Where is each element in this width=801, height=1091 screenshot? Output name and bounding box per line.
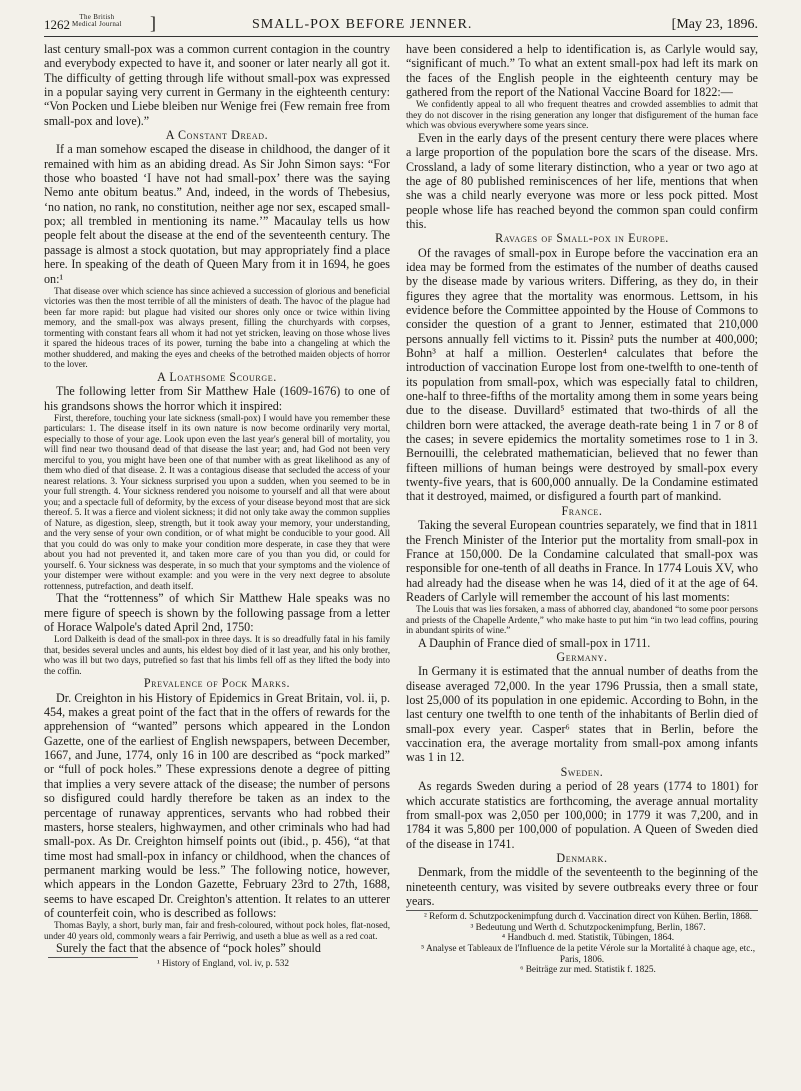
page-number: 1262 <box>44 17 70 32</box>
section-heading: Germany. <box>556 650 608 665</box>
block-quote: That disease over which science has since achieved a succession of glorious and beneficial victories was then the most terrible of all the ministers of death. The havoc of the plague had been far more rapid: but plague had visited our shores only once or twice within living memory, and the small-pox was always present, filling the churchyards with corpses, tormenting with constant fears all whom it had not yet stricken, leaving on those whose lives it spared the hideous traces of its power, turning the babe into a changeling at which the mother shuddered, and making the eyes and cheeks of the betrothed maiden objects of horror to the lover. <box>44 285 390 370</box>
section-heading: A Constant Dread. <box>165 128 269 143</box>
paragraph: have been considered a help to identification is, as Carlyle would say, “significant of much.” To what an extent small-pox had left its mark on the faces of the English people in the eighteenth century may be gathered from the report of the National Vaccine Board for 1822:— <box>406 42 758 100</box>
paragraph: Denmark, from the middle of the seventeenth to the beginning of the nineteenth century, was visited by severe outbreaks every three or four years. <box>406 865 758 908</box>
footnote: ¹ History of England, vol. iv, p. 532 <box>156 958 290 969</box>
paragraph: In Germany it is estimated that the annual number of deaths from the disease averaged 72,000. In the year 1796 Prussia, then a small state, lost 25,000 of its population in one epidemic. According to Bohn, in the last century one twelfth to one tenth of the inhabitants of Berlin died of small-pox every year. Casper⁶ states that in Berlin, before the vaccination era, the average mortality from small-pox among infants was 1 in 12. <box>406 664 758 765</box>
header-rule <box>44 36 758 37</box>
left-column <box>44 42 390 969</box>
paragraph: If a man somehow escaped the disease in childhood, the danger of it remained with him as an abiding dread. As Sir John Simon says: “For those who boasted ‘I have not had small-pox’ there was the saying Nemo ante obitum beatus.” And, indeed, in the words of Thebesius, ‘no nation, no rank, no constitution, neither age nor sex, escaped small-pox; all trembled in mentioning its name.’” Macaulay tells us how people felt about the disease at the end of the seventeenth century. The passage is almost a stock quotation, but may appropriately find a place here. In speaking of the death of Queen Mary from it in 1694, he goes on:¹ <box>44 142 390 286</box>
block-quote: First, therefore, touching your late sickness (small-pox) I would have you remember these particulars: 1. The disease itself in its own nature is now become ordinarily very mortal, especially to those of your age. Look upon even the last year's general bill of mortality, you will find near two thousand dead of that disease the last year; and, had God not been very merciful to you, you might have been one of that number with as great likelihood as any of them who died of that disease. 2. It was a contagious disease that secluded the access of your nearest relations. 3. Your sickness surprised you upon a sudden, when you seemed to be in your full strength. 4. Your sickness rendered you noisome to yourself and all that were about you; and a spectacle full of deformity, by the excess of your disease beyond most that are sick thereof. 5. It was a fierce and violent sickness; it did not only take away the common supplies of Nature, as digestion, sleep, strength, but it took away your memory, your understanding, and the very sense of your own condition, or of what might be conducible to your good. All that you could do was only to make your condition more desperate, in case they that were about you had not prevented it, and taken more care of you than you did, or could for yourself. 6. Your sickness was desperate, in so much that your symptoms and the violence of your distemper were without example: and you were in the very next degree to absolute rottenness, putrefaction, and death itself. <box>44 412 390 591</box>
paragraph: last century small-pox was a common current contagion in the country and everybody expected to have it, and sooner or later nearly all got it. The difficulty of getting through life without small-pox was expressed in a popular saying very current in Germany in the eighteenth century: “Von Pocken und Liebe bleiben nur Wenige frei (Few remain free from small-pox and love).” <box>44 42 390 128</box>
footnote: ² Reform d. Schutzpockenimpfung durch d. Vaccination direct von Kühen. Berlin, 1868. <box>424 912 752 923</box>
paragraph: Of the ravages of small-pox in Europe before the vaccination era an idea may be formed from the estimates of the number of deaths caused by the disease made by various writers. Differing, as they do, in their figures they agree that the mortality was enormous. Lettsom, in his evidence before the Committee appointed by the House of Commons to consider the question of a grant to Jenner, estimated that 210,000 persons annually fell victims to it. Pissin² puts the number at 400,000; Bohn³ at half a million. Oesterlen⁴ calculates that before the introduction of vaccination Europe lost from one-twelfth to one-tenth of its population from small-pox, which was especially fatal to children, one-half to three-fifths of the mortality among them in some years being due to the disease. Duvillard⁵ estimated that two-thirds of all the children born were attacked, the average death-rate being 1 in 7 or 8 of the cases; in severe epidemics the mortality sometimes rose to 1 in 3. Bernouilli, the celebrated mathematician, believed that no fewer than fifteen millions of human beings were destroyed by small-pox every twenty-five years, that is 600,000 annually. De la Condamine estimated that it destroyed, maimed, or disfigured a fourth part of mankind. <box>406 245 758 504</box>
right-column <box>406 42 758 976</box>
paragraph: A Dauphin of France died of small-pox in 1711. <box>418 635 651 650</box>
section-heading: France. <box>561 503 603 518</box>
paragraph: Dr. Creighton in his History of Epidemics in Great Britain, vol. ii, p. 454, makes a great point of the fact that in the offers of rewards for the apprehension of “wanted” persons which appeared in the London Gazette, one of the earliest of English newspapers, between December, 1667, and June, 1774, only 16 in 100 are described as “pock marked” or “full of pock holes.” These expressions denote a degree of pitting that implies a very severe attack of the disease; the number of persons so disfigured could hardly therefore be taken as an index to the percentage of runaway apprentices, servants who had robbed their masters, horse stealers, highwaymen, and other criminals who had had small-pox. As Dr. Creighton himself points out (ibid., p. 456), “at that time most had small-pox in infancy or childhood, when the chances of permanent marking would be less.” The following notice, however, which appears in the London Gazette, February 23rd to 27th, 1688, seems to have escaped Dr. Creighton's attention. It relates to an utterer of counterfeit coin, who is described as follows: <box>44 690 390 920</box>
running-header <box>44 14 758 34</box>
section-heading: Sweden. <box>560 764 604 779</box>
paragraph: Even in the early days of the present century there were places where a large proportion of the population bore the scars of the disease. Mrs. Crossland, a lady of some literary distinction, who a year or two ago at the age of 80 published reminiscences of her life, mentions that when she was a child nearly everyone was more or less pock pitted. Most people whose life has reached beyond the common span could confirm this. <box>406 130 758 231</box>
block-quote: Thomas Bayly, a short, burly man, fair and fresh-coloured, without pock holes, flat-nosed, under 40 years old, commonly wears a fair Perriwig, and useth a blue as well as a red coat. <box>44 920 390 941</box>
journal-name: The British Medical Journal <box>72 13 122 28</box>
paragraph: As regards Sweden during a period of 28 years (1774 to 1801) for which accurate statistics are forthcoming, the average annual mortality from small-pox was 2,050 per 100,000; in 1779 it was 7,200, and in 1784 it was 5,800 per 100,000 of population. A Queen of Sweden died of the disease in 1741. <box>406 779 758 851</box>
paragraph: Surely the fact that the absence of “pock holes” should <box>56 941 321 956</box>
footnote: ³ Bedeutung und Werth d. Schutzpockenimpfung, Berlin, 1867. <box>470 922 706 933</box>
paragraph: Taking the several European countries separately, we find that in 1811 the French Minister of the Interior put the mortality from small-pox in France at 150,000. De la Condamine calculated that small-pox was responsible for one-tenth of all deaths in France. In 1774 Louis XV, who had already had the disease when he was 14, died of it at the age of 64. Readers of Carlyle will remember the account of his last moments: <box>406 518 758 604</box>
footnote: ⁴ Handbuch d. med. Statistik, Tübingen, 1864. <box>501 933 675 944</box>
paragraph: That the “rottenness” of which Sir Matthew Hale speaks was no mere figure of speech is shown by the following passage from a letter of Horace Walpole's dated April 2nd, 1750: <box>44 591 390 635</box>
section-heading: Prevalence of Pock Marks. <box>143 676 291 691</box>
page-title: SMALL-POX BEFORE JENNER. <box>252 17 473 32</box>
footnote-rule <box>48 957 138 958</box>
bracket: ] <box>150 13 156 33</box>
issue-date: [May 23, 1896. <box>671 17 758 32</box>
block-quote: Lord Dalkeith is dead of the small-pox in three days. It is so dreadfully fatal in his family that, besides several uncles and aunts, his eldest boy died of it last year, and his only brother, who was ill but two days, putrefied so fast that his limbs fell off as they lifted the body into the coffin. <box>44 634 390 676</box>
footnote: ⁵ Analyse et Tableaux de l'Influence de la petite Vérole sur la Mortalité à chaque age, etc., Paris, 1806. <box>420 944 756 965</box>
block-quote: We confidently appeal to all who frequent theatres and crowded assemblies to admit that they do not discover in the rising generation any longer that disfigurement of the human face which was obvious everywhere some years since. <box>406 99 758 131</box>
section-heading: A Loathsome Scourge. <box>157 369 277 384</box>
paragraph: The following letter from Sir Matthew Hale (1609-1676) to one of his grandsons shows the horror which it inspired: <box>44 384 390 413</box>
section-heading: Ravages of Small-pox in Europe. <box>495 231 669 246</box>
footnote: ⁶ Beiträge zur med. Statistik f. 1825. <box>520 965 656 976</box>
block-quote: The Louis that was lies forsaken, a mass of abhorred clay, abandoned “to some poor persons and priests of the Chapelle Ardente,” who make haste to put him “in two lead coffins, pouring in abundant spirits of wine.” <box>406 604 758 636</box>
section-heading: Denmark. <box>556 850 608 865</box>
